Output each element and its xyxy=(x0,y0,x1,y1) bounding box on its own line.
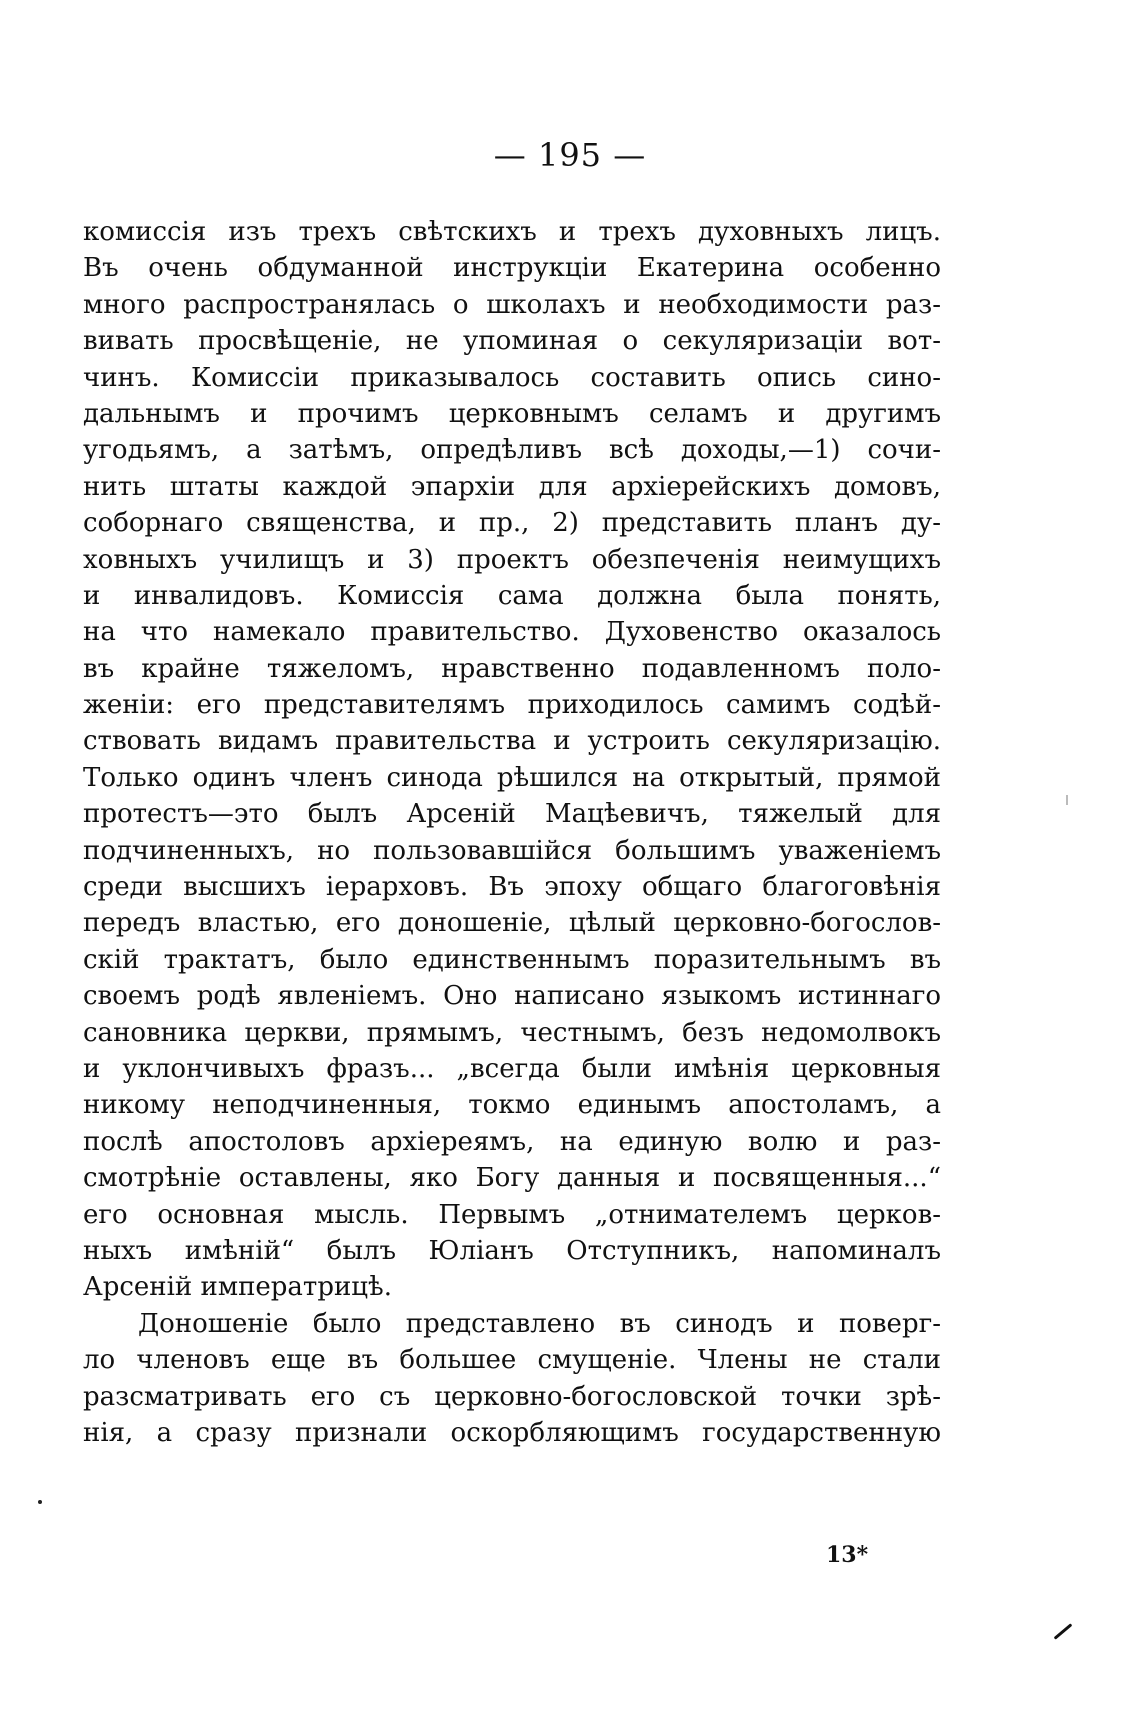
printer-signature: 13* xyxy=(826,1542,869,1568)
text-line: Только одинъ членъ синода рѣшился на открытый, прямой xyxy=(83,762,941,793)
text-line: чинъ. Комиссiи приказывалось составить опись сино- xyxy=(83,362,941,393)
text-line: подчиненныхъ, но пользовавшiйся большимъ уваженiемъ xyxy=(83,835,941,866)
text-line: угодьямъ, а затѣмъ, опредѣливъ всѣ доходы,—1) сочи- xyxy=(83,435,941,466)
text-line: на что намекало правительство. Духовенство оказалось xyxy=(83,617,941,648)
text-line: въ крайне тяжеломъ, нравственно подавленномъ поло- xyxy=(83,653,941,684)
text-line: ствовать видамъ правительства и устроить секуляризацiю. xyxy=(83,726,941,757)
text-line: много распространялась о школахъ и необходимости раз- xyxy=(83,289,941,320)
pencil-mark xyxy=(1054,1623,1073,1639)
text-line: ховныхъ училищъ и 3) проектъ обезпеченiя неимущихъ xyxy=(83,544,941,575)
text-line: и инвалидовъ. Комиссiя сама должна была понять, xyxy=(83,580,941,611)
text-line: передъ властью, его доношенiе, цѣлый церковно-богослов- xyxy=(83,908,941,939)
text-line: его основная мысль. Первымъ „отнимателемъ церков- xyxy=(83,1199,941,1230)
text-line: скiй трактатъ, было единственнымъ поразительнымъ въ xyxy=(83,944,941,975)
text-line: нить штаты каждой эпархiи для архiерейскихъ домовъ, xyxy=(83,471,941,502)
text-line: послѣ апостоловъ архiереямъ, на единую волю и раз- xyxy=(83,1126,941,1157)
text-line: сановника церкви, прямымъ, честнымъ, безъ недомолвокъ xyxy=(83,1017,941,1048)
text-line: ло членовъ еще въ большее смущенiе. Члены не стали xyxy=(83,1345,941,1376)
text-line: смотрѣнiе оставлены, яко Богу данныя и посвященныя...“ xyxy=(83,1163,941,1194)
text-line: дальнымъ и прочимъ церковнымъ селамъ и другимъ xyxy=(83,398,941,429)
page-number-header: — 195 — xyxy=(493,136,647,174)
text-line: Доношенiе было представлено въ синодъ и поверг- xyxy=(138,1308,941,1339)
text-line: вивать просвѣщенiе, не упоминая о секуляризацiи вот- xyxy=(83,326,941,357)
scan-artifact xyxy=(1066,795,1068,805)
text-line: соборнаго священства, и пр., 2) представить планъ ду- xyxy=(83,508,941,539)
ink-speck xyxy=(38,1500,42,1504)
text-line: нiя, а сразу признали оскорбляющимъ государственную xyxy=(83,1417,941,1448)
text-line: женiи: его представителямъ приходилось самимъ содѣй- xyxy=(83,690,941,721)
text-line: среди высшихъ iерарховъ. Въ эпоху общаго благоговѣнiя xyxy=(83,872,941,903)
text-line: Арсенiй императрицѣ. xyxy=(83,1272,392,1303)
text-line: протестъ—это былъ Арсенiй Мацѣевичъ, тяжелый для xyxy=(83,799,941,830)
body-text xyxy=(83,214,941,1451)
text-line: ныхъ имѣнiй“ былъ Юлiанъ Отступникъ, напоминалъ xyxy=(83,1235,941,1266)
text-line: никому неподчиненныя, токмо единымъ апостоламъ, а xyxy=(83,1090,941,1121)
text-line: своемъ родѣ явленiемъ. Оно написано языкомъ истиннаго xyxy=(83,981,941,1012)
text-line: и уклончивыхъ фразъ... „всегда были имѣнiя церковныя xyxy=(83,1053,941,1084)
text-line: Въ очень обдуманной инструкцiи Екатерина особенно xyxy=(83,253,941,284)
text-line: разсматривать его съ церковно-богословской точки зрѣ- xyxy=(83,1381,941,1412)
text-line: комиссiя изъ трехъ свѣтскихъ и трехъ духовныхъ лицъ. xyxy=(83,217,941,247)
